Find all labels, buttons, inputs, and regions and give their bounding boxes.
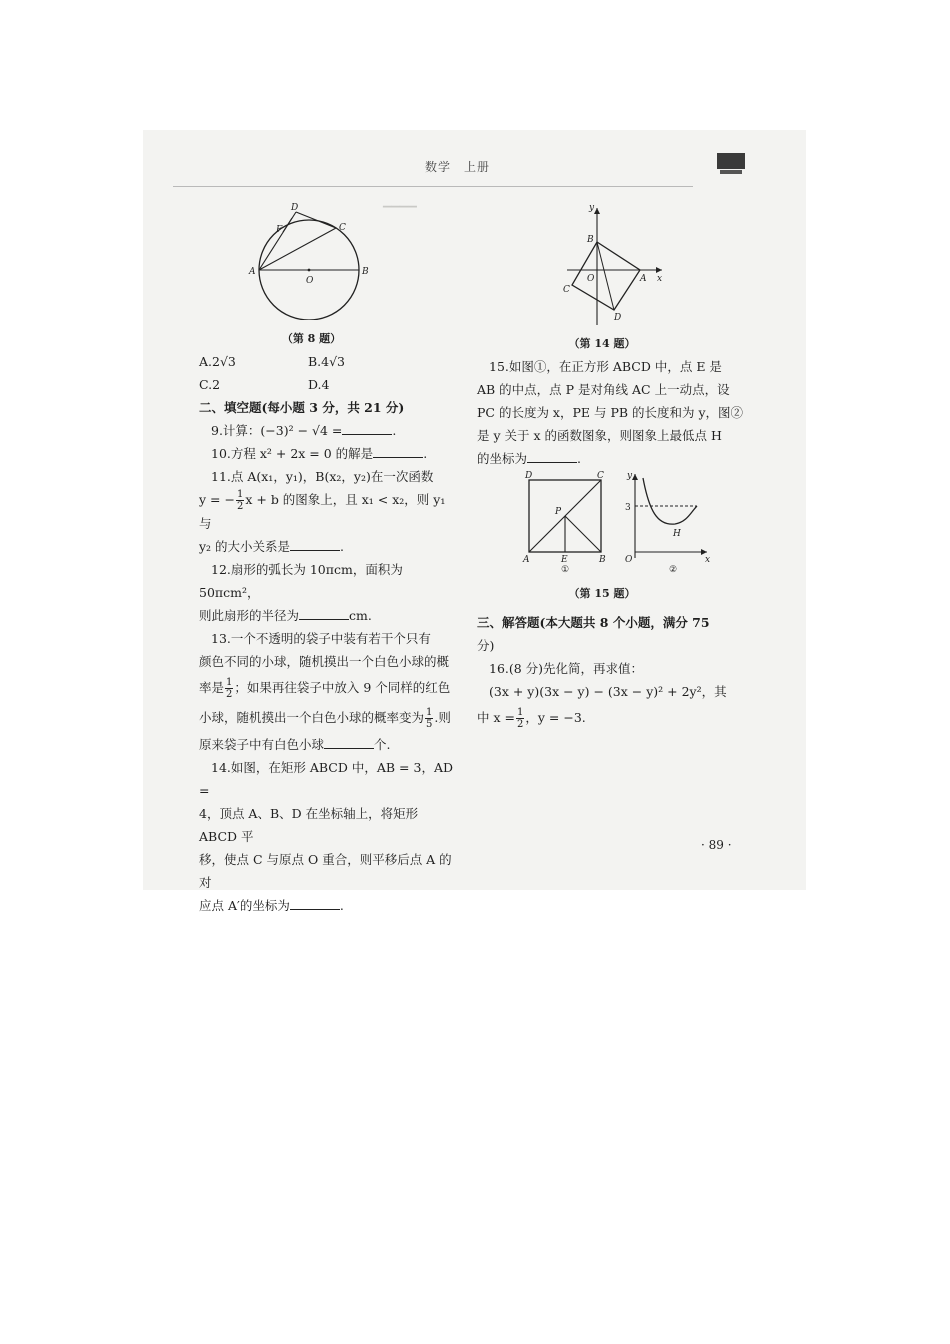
q16-line-1: 16.(8 分)先化简，再求值： [489, 661, 644, 676]
q15-label-b: B [599, 555, 606, 565]
q8-label-b: B [362, 267, 369, 277]
left-column [199, 190, 454, 917]
book-page [143, 130, 806, 913]
q8-circle-figure [199, 190, 454, 320]
q15-label-x: x [705, 555, 711, 565]
q8-label-a: A [249, 267, 256, 277]
q15-figures [477, 470, 757, 575]
q16-fraction: $\frac{1}{2}$ [516, 707, 524, 730]
right-column [477, 190, 757, 733]
q15-label-y: y [627, 471, 633, 481]
q14-label-a: A [640, 274, 647, 284]
q8-option-a: A.2√3 [199, 354, 236, 369]
q15-line-1: 15.如图①，在正方形 ABCD 中，点 E 是 [489, 359, 722, 374]
q15-label-p: P [555, 507, 562, 517]
q16-line-2: (3x + y)(3x − y) − (3x − y)² + 2y²，其 [489, 684, 727, 699]
q15-label-d: D [525, 471, 533, 481]
q13-line-5: 原来袋子中有白色小球 个. [199, 737, 391, 752]
q15-fig1-marker: ① [561, 565, 570, 575]
q15-fig2-marker: ② [669, 565, 678, 575]
q16-line-3: 中 x = $\frac{1}{2}$ ，y = −3. [477, 707, 586, 730]
q15-label-a: A [523, 555, 530, 565]
show-through-marks: ▔▔▔▔ [383, 206, 417, 219]
q8-caption: （第 8 题） [281, 332, 342, 345]
q15-label-e: E [561, 555, 568, 565]
q14-rectangle-figure [477, 190, 757, 325]
q8-options-row-2 [199, 373, 454, 396]
q14-label-d: D [614, 313, 622, 323]
section3-title: 三、解答题(本大题共 8 个小题，满分 75 [477, 615, 710, 630]
q14-line-1: 14.如图，在矩形 ABCD 中，AB = 3，AD = [199, 760, 453, 798]
book-icon [716, 152, 746, 176]
q14-label-o: O [587, 274, 595, 284]
q14-label-x: x [657, 274, 663, 284]
q15-label-o: O [625, 555, 633, 565]
q10: 10.方程 x² + 2x = 0 的解是 . [211, 446, 428, 461]
q8-option-b: B.4√3 [307, 354, 346, 369]
q13-fraction-half: $\frac{1}{2}$ [226, 677, 233, 700]
section2-title: 二、填空题(每小题 3 分，共 21 分) [199, 400, 405, 415]
q14-label-y: y [589, 203, 595, 213]
q11-line-3: y₂ 的大小关系是 . [199, 539, 345, 554]
header-title: 数学 上册 [425, 160, 491, 174]
q13-line-3: 率是 $\frac{1}{2}$ ；如果再往袋子中放入 9 个同样的红色 [199, 677, 451, 700]
q13-fraction-fifth: $\frac{1}{5}$ [426, 707, 433, 730]
q8-label-c: C [339, 223, 346, 233]
section3-title-b: 分) [477, 638, 495, 653]
q15-line-4: 是 y 关于 x 的函数图象，则图象上最低点 H [477, 428, 722, 443]
page-number: · 89 · [701, 838, 732, 852]
page-header [173, 152, 693, 187]
q15-label-c: C [597, 471, 604, 481]
q12-line-1: 12.扇形的弧长为 10πcm，面积为 50πcm²， [199, 562, 403, 600]
q14-line-4: 应点 A′的坐标为 . [199, 898, 344, 913]
q15-label-3: 3 [625, 503, 631, 513]
q8-label-d: D [291, 203, 299, 213]
q11-line-2: y = − $\frac{1}{2}$ x + b 的图象上，且 x₁ < x₂，则 y₁ 与 [199, 489, 446, 531]
q8-label-o: O [306, 276, 314, 286]
q8-options-row-1 [199, 350, 454, 373]
q8-label-f: F [276, 225, 283, 235]
q13-line-1: 13.一个不透明的袋子中装有若干个只有 [211, 631, 431, 646]
q14-label-c: C [563, 285, 570, 295]
q15-line-3: PC 的长度为 x，PE 与 PB 的长度和为 y，图② [477, 405, 744, 420]
q11-line-1: 11.点 A(x₁，y₁)，B(x₂，y₂)在一次函数 [211, 469, 434, 484]
q13-line-2: 颜色不同的小球，随机摸出一个白色小球的概 [199, 654, 450, 669]
q15-line-5: 的坐标为 . [477, 451, 581, 466]
q13-line-4: 小球，随机摸出一个白色小球的概率变为 $\frac{1}{5}$ .则 [199, 707, 451, 730]
q14-line-3: 移，使点 C 与原点 O 重合，则平移后点 A 的对 [199, 852, 452, 890]
q12-line-2: 则此扇形的半径为 cm. [199, 608, 372, 623]
q14-line-2: 4，顶点 A、B、D 在坐标轴上，将矩形 ABCD 平 [199, 806, 419, 844]
q8-option-c: C.2 [199, 377, 221, 392]
q11-fraction: $\frac{1}{2}$ [236, 489, 244, 512]
q15-label-h: H [673, 529, 681, 539]
q14-caption: （第 14 题） [568, 337, 636, 350]
q9: 9.计算：(−3)² − √4 = . [211, 423, 397, 438]
q15-caption: （第 15 题） [568, 587, 636, 600]
q8-option-d: D.4 [307, 377, 330, 392]
q15-line-2: AB 的中点，点 P 是对角线 AC 上一动点，设 [477, 382, 730, 397]
q14-label-b: B [587, 235, 594, 245]
